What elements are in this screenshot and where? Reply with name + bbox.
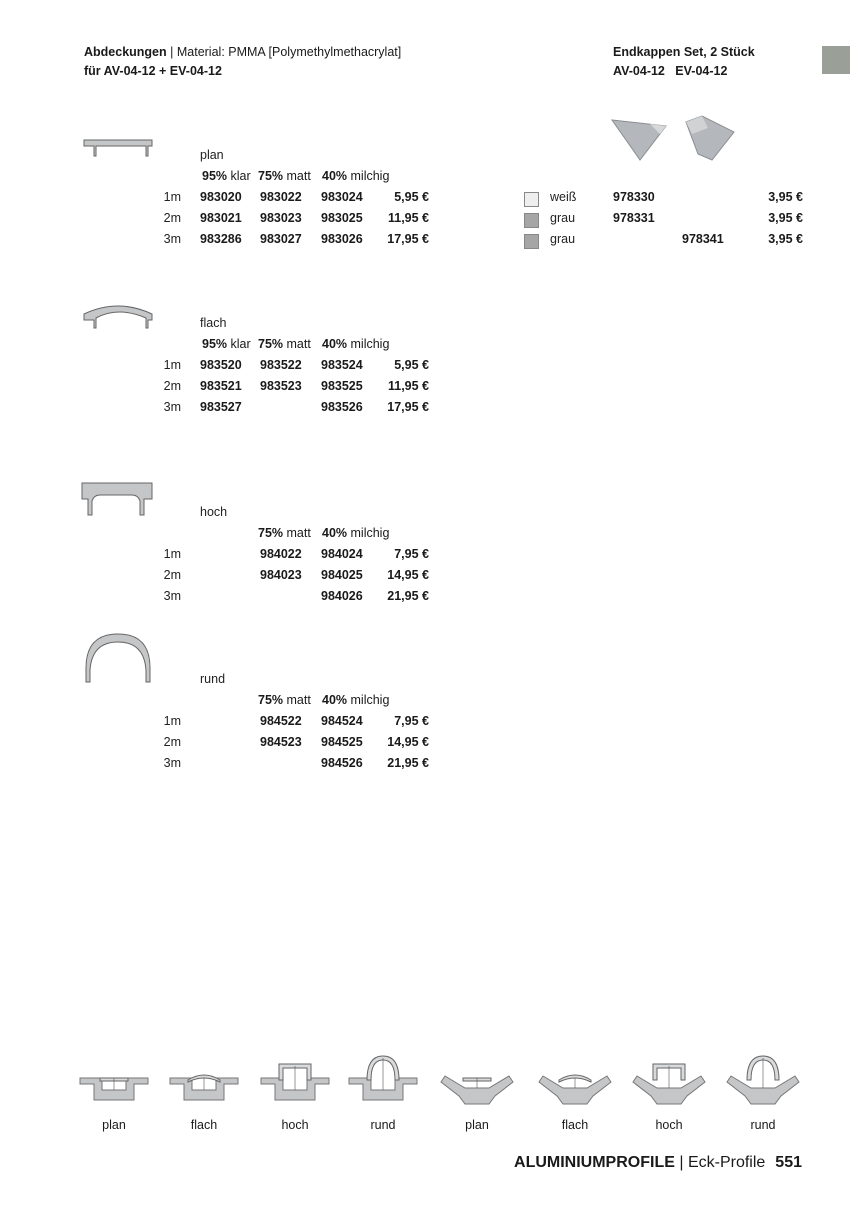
drawing-caption: plan: [102, 1118, 126, 1132]
column-header-percent: 75%: [258, 526, 284, 540]
table-row: [0, 568, 440, 586]
table-row: [0, 358, 440, 376]
table-row: [0, 735, 440, 753]
profile-drawing: [164, 1050, 244, 1110]
color-swatch: [524, 234, 539, 249]
price-cell: 14,95 €: [387, 735, 429, 749]
price-cell: 11,95 €: [387, 379, 429, 393]
article-number-cell: 984023: [260, 568, 302, 582]
article-number-av: 978330: [613, 190, 655, 204]
right-title: Endkappen Set, 2 Stück: [613, 45, 755, 59]
column-header-percent: 40%: [322, 337, 348, 351]
column-header-type: milchig: [347, 337, 390, 351]
column-header-percent: 75%: [258, 169, 284, 183]
length-cell: 1m: [163, 547, 181, 561]
drawing-caption: flach: [561, 1118, 589, 1132]
column-header-type: matt: [283, 337, 311, 351]
chapter-tab: [822, 46, 850, 74]
column-header-type: milchig: [347, 693, 390, 707]
article-number-cell: 983525: [321, 379, 363, 393]
color-swatch: [524, 192, 539, 207]
table-row: [0, 379, 440, 397]
endcap-ev-image: [682, 114, 738, 164]
drawing-caption: rund: [370, 1118, 396, 1132]
length-cell: 3m: [163, 756, 181, 770]
profile-drawing: [255, 1050, 335, 1110]
column-header: [322, 169, 389, 183]
length-cell: 1m: [163, 190, 181, 204]
price-cell: 11,95 €: [387, 211, 429, 225]
left-title-sep: |: [166, 45, 177, 59]
article-number-cell: 983526: [321, 400, 363, 414]
column-header: [322, 337, 389, 351]
article-number-cell: 984024: [321, 547, 363, 561]
price-cell: 21,95 €: [387, 756, 429, 770]
length-cell: 1m: [163, 714, 181, 728]
column-header-percent: 75%: [258, 337, 284, 351]
column-header-percent: 40%: [322, 169, 348, 183]
article-number-cell: 983522: [260, 358, 302, 372]
drawing-caption: hoch: [281, 1118, 309, 1132]
column-header: [202, 169, 251, 183]
length-cell: 3m: [163, 232, 181, 246]
color-swatch: [524, 213, 539, 228]
article-number-cell: 983523: [260, 379, 302, 393]
endcap-row: [0, 190, 810, 208]
drawing-caption: rund: [750, 1118, 776, 1132]
endcap-row: [0, 232, 810, 250]
footer-section: Eck-Profile: [687, 1154, 766, 1171]
article-number-av: 978331: [613, 211, 655, 225]
article-number-cell: 983027: [260, 232, 302, 246]
price-cell: 17,95 €: [387, 400, 429, 414]
length-cell: 1m: [163, 358, 181, 372]
length-cell: 3m: [163, 400, 181, 414]
color-name: weiß: [550, 190, 577, 204]
article-number-cell: 983520: [200, 358, 242, 372]
hoch-profile-icon: [80, 481, 160, 521]
column-header: [322, 526, 389, 540]
article-number-cell: 983026: [321, 232, 363, 246]
article-number-cell: 983527: [200, 400, 242, 414]
column-header: [322, 693, 389, 707]
column-header-percent: 95%: [202, 169, 228, 183]
column-header-type: matt: [283, 526, 311, 540]
article-number-cell: 984523: [260, 735, 302, 749]
article-number-cell: 984522: [260, 714, 302, 728]
section-name: hoch: [200, 505, 228, 519]
article-number-cell: 983024: [321, 190, 363, 204]
table-row: [0, 547, 440, 565]
column-header-type: milchig: [347, 526, 390, 540]
column-header: [202, 337, 251, 351]
left-title-rest: Material: PMMA [Polymethylmethacrylat]: [176, 45, 402, 59]
length-cell: 2m: [163, 379, 181, 393]
column-header-percent: 95%: [202, 337, 228, 351]
article-number-cell: 984022: [260, 547, 302, 561]
price-cell: 3,95 €: [768, 211, 803, 225]
drawing-caption: flach: [190, 1118, 218, 1132]
flach-profile-icon: [80, 298, 160, 333]
profile-drawing: [343, 1050, 423, 1110]
price-cell: 7,95 €: [394, 547, 429, 561]
column-header-percent: 40%: [322, 693, 348, 707]
column-header: [258, 526, 311, 540]
article-number-cell: 983524: [321, 358, 363, 372]
endcap-row: [0, 211, 810, 229]
left-title: [84, 43, 401, 62]
color-name: grau: [550, 232, 576, 246]
drawing-caption: hoch: [655, 1118, 683, 1132]
price-cell: 3,95 €: [768, 232, 803, 246]
column-header: [258, 337, 311, 351]
section-name: flach: [200, 316, 227, 330]
article-number-cell: 984526: [321, 756, 363, 770]
article-number-cell: 983521: [200, 379, 242, 393]
article-number-cell: 984525: [321, 735, 363, 749]
section-name: plan: [200, 148, 224, 162]
footer-sep: |: [674, 1154, 688, 1171]
article-number-cell: 983286: [200, 232, 242, 246]
column-header-type: klar: [227, 337, 251, 351]
article-number-ev: 978341: [682, 232, 724, 246]
article-number-cell: 983022: [260, 190, 302, 204]
column-header: [258, 169, 311, 183]
profile-drawing: [629, 1050, 709, 1110]
page-footer: [514, 1154, 802, 1172]
length-cell: 2m: [163, 735, 181, 749]
footer-chapter: ALUMINIUMPROFILE: [514, 1154, 675, 1171]
profile-drawing: [74, 1050, 154, 1110]
color-name: grau: [550, 211, 576, 225]
column-header-percent: 75%: [258, 693, 284, 707]
right-subtitle: AV-04-12 EV-04-12: [613, 64, 728, 78]
section-name: rund: [200, 672, 226, 686]
page-number: 551: [775, 1154, 802, 1171]
drawing-caption: plan: [465, 1118, 489, 1132]
price-cell: 21,95 €: [387, 589, 429, 603]
profile-drawing: [723, 1050, 803, 1110]
column-header-type: milchig: [347, 169, 390, 183]
price-cell: 14,95 €: [387, 568, 429, 582]
table-row: [0, 756, 440, 774]
right-header: [613, 43, 755, 81]
article-number-cell: 983020: [200, 190, 242, 204]
plan-profile-icon: [80, 136, 160, 166]
price-cell: 7,95 €: [394, 714, 429, 728]
article-number-cell: 983025: [321, 211, 363, 225]
price-cell: 17,95 €: [387, 232, 429, 246]
left-subtitle: für AV-04-12 + EV-04-12: [84, 64, 222, 78]
endcap-av-image: [610, 116, 670, 164]
article-number-cell: 983023: [260, 211, 302, 225]
left-title-bold: Abdeckungen: [84, 45, 167, 59]
column-header-type: matt: [283, 693, 311, 707]
price-cell: 5,95 €: [394, 358, 429, 372]
article-number-cell: 984524: [321, 714, 363, 728]
length-cell: 2m: [163, 211, 181, 225]
price-cell: 3,95 €: [768, 190, 803, 204]
table-row: [0, 400, 440, 418]
length-cell: 3m: [163, 589, 181, 603]
profile-drawing: [437, 1050, 517, 1110]
price-cell: 5,95 €: [394, 190, 429, 204]
table-row: [0, 714, 440, 732]
column-header-percent: 40%: [322, 526, 348, 540]
column-header-type: matt: [283, 169, 311, 183]
rund-profile-icon: [80, 632, 160, 687]
article-number-cell: 983021: [200, 211, 242, 225]
article-number-cell: 984025: [321, 568, 363, 582]
table-row: [0, 589, 440, 607]
article-number-cell: 984026: [321, 589, 363, 603]
column-header-type: klar: [227, 169, 251, 183]
length-cell: 2m: [163, 568, 181, 582]
left-header: [84, 43, 401, 81]
profile-drawing: [535, 1050, 615, 1110]
column-header: [258, 693, 311, 707]
